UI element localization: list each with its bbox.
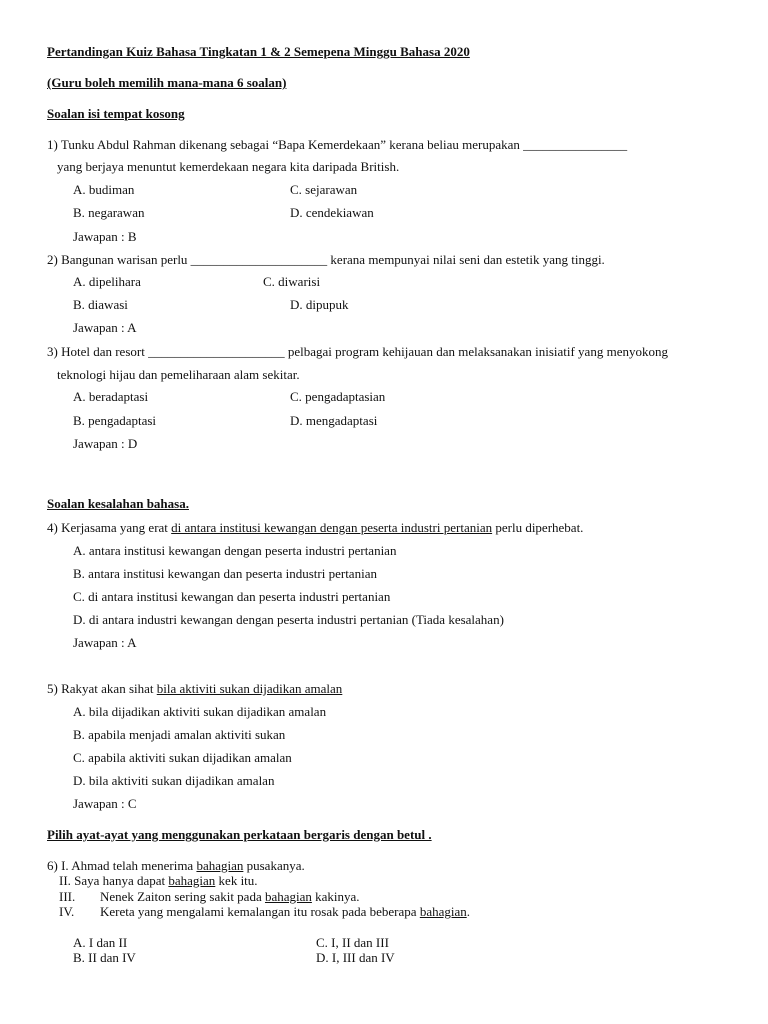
question-1-answer: Jawapan : B: [73, 229, 137, 244]
question-6-statement-4-underlined: bahagian: [419, 904, 467, 919]
question-5-option-b: B. apabila menjadi amalan aktiviti sukan: [73, 727, 286, 742]
question-2-option-a: A. dipelihara: [73, 274, 141, 289]
question-6-statement-2-start: II. Saya hanya dapat: [59, 873, 169, 888]
question-1-option-b: B. negarawan: [73, 205, 145, 220]
question-5-option-c: C. apabila aktiviti sukan dijadikan amalan: [73, 750, 292, 765]
teacher-note: (Guru boleh memilih mana-mana 6 soalan): [47, 75, 287, 90]
section-heading-underlined-words: Pilih ayat-ayat yang menggunakan perkataan bergaris dengan betul .: [47, 827, 432, 842]
question-6-statement-4-number: IV.: [59, 904, 75, 919]
question-6-statement-4-start: Kereta yang mengalami kemalangan itu rosak pada beberapa: [100, 904, 420, 919]
question-5-text: [47, 681, 342, 697]
question-1-text: 1) Tunku Abdul Rahman dikenang sebagai “Bapa Kemerdekaan” kerana beliau merupakan ________________: [47, 137, 628, 152]
question-4-text-end: perlu diperhebat.: [492, 520, 584, 535]
question-6-statement-2: [59, 873, 258, 889]
question-5-option-a: A. bila dijadikan aktiviti sukan dijadikan amalan: [73, 704, 327, 719]
question-3-option-a: A. beradaptasi: [73, 389, 149, 404]
question-3-text: 3) Hotel dan resort _____________________ pelbagai program kehijauan dan melaksanakan inisiatif yang menyokong: [47, 344, 668, 359]
question-3-answer: Jawapan : D: [73, 436, 138, 451]
question-4-option-d: D. di antara industri kewangan dengan peserta industri pertanian (Tiada kesalahan): [73, 612, 504, 627]
question-6-statement-2-underlined: bahagian: [168, 873, 216, 888]
question-6-statement-2-end: kek itu.: [215, 873, 258, 888]
question-1-option-c: C. sejarawan: [290, 182, 358, 197]
question-2-option-d: D. dipupuk: [290, 297, 349, 312]
question-4-underlined-phrase: di antara institusi kewangan dengan peserta industri pertanian: [171, 520, 493, 535]
question-6-statement-1: [47, 858, 305, 874]
question-5-option-d: D. bila aktiviti sukan dijadikan amalan: [73, 773, 275, 788]
question-3-option-c: C. pengadaptasian: [290, 389, 386, 404]
question-6-statement-1-end: pusakanya.: [243, 858, 305, 873]
question-4-option-b: B. antara institusi kewangan dan peserta industri pertanian: [73, 566, 377, 581]
question-5-answer: Jawapan : C: [73, 796, 137, 811]
question-6-option-c: C. I, II dan III: [316, 935, 389, 950]
question-6-statement-3-underlined: bahagian: [264, 889, 312, 904]
question-1-text-continued: yang berjaya menuntut kemerdekaan negara kita daripada British.: [57, 159, 400, 174]
question-3-option-d: D. mengadaptasi: [290, 413, 378, 428]
section-heading-language-errors: Soalan kesalahan bahasa.: [47, 496, 189, 511]
question-2-text: 2) Bangunan warisan perlu _____________________ kerana mempunyai nilai seni dan estetik yang tinggi.: [47, 252, 605, 267]
question-2-option-b: B. diawasi: [73, 297, 128, 312]
question-4-option-a: A. antara institusi kewangan dengan peserta industri pertanian: [73, 543, 397, 558]
question-6-statement-3-start: Nenek Zaiton sering sakit pada: [100, 889, 265, 904]
question-4-text: [47, 520, 583, 536]
question-1-option-a: A. budiman: [73, 182, 135, 197]
question-6-option-d: D. I, III dan IV: [316, 950, 395, 965]
question-4-option-c: C. di antara institusi kewangan dan peserta industri pertanian: [73, 589, 391, 604]
question-6-statement-1-underlined: bahagian: [196, 858, 244, 873]
question-4-text-start: 4) Kerjasama yang erat: [47, 520, 172, 535]
question-6-statement-3-end: kakinya.: [311, 889, 360, 904]
question-6-statement-1-start: 6) I. Ahmad telah menerima: [47, 858, 197, 873]
question-6-statement-3-number: III.: [59, 889, 76, 904]
question-6-statement-4-end: .: [466, 904, 470, 919]
section-heading-fill-in: Soalan isi tempat kosong: [47, 106, 185, 121]
question-6-statement-3: [100, 889, 360, 905]
question-2-option-c: C. diwarisi: [263, 274, 321, 289]
question-6-option-b: B. II dan IV: [73, 950, 136, 965]
question-5-underlined-phrase: bila aktiviti sukan dijadikan amalan: [156, 681, 343, 696]
question-1-option-d: D. cendekiawan: [290, 205, 374, 220]
question-2-answer: Jawapan : A: [73, 320, 137, 335]
question-6-option-a: A. I dan II: [73, 935, 128, 950]
question-3-option-b: B. pengadaptasi: [73, 413, 157, 428]
question-4-answer: Jawapan : A: [73, 635, 137, 650]
question-5-text-start: 5) Rakyat akan sihat: [47, 681, 157, 696]
question-6-statement-4: [100, 904, 470, 920]
question-3-text-continued: teknologi hijau dan pemeliharaan alam sekitar.: [57, 367, 300, 382]
page-title: Pertandingan Kuiz Bahasa Tingkatan 1 & 2 Semepena Minggu Bahasa 2020: [47, 44, 470, 59]
